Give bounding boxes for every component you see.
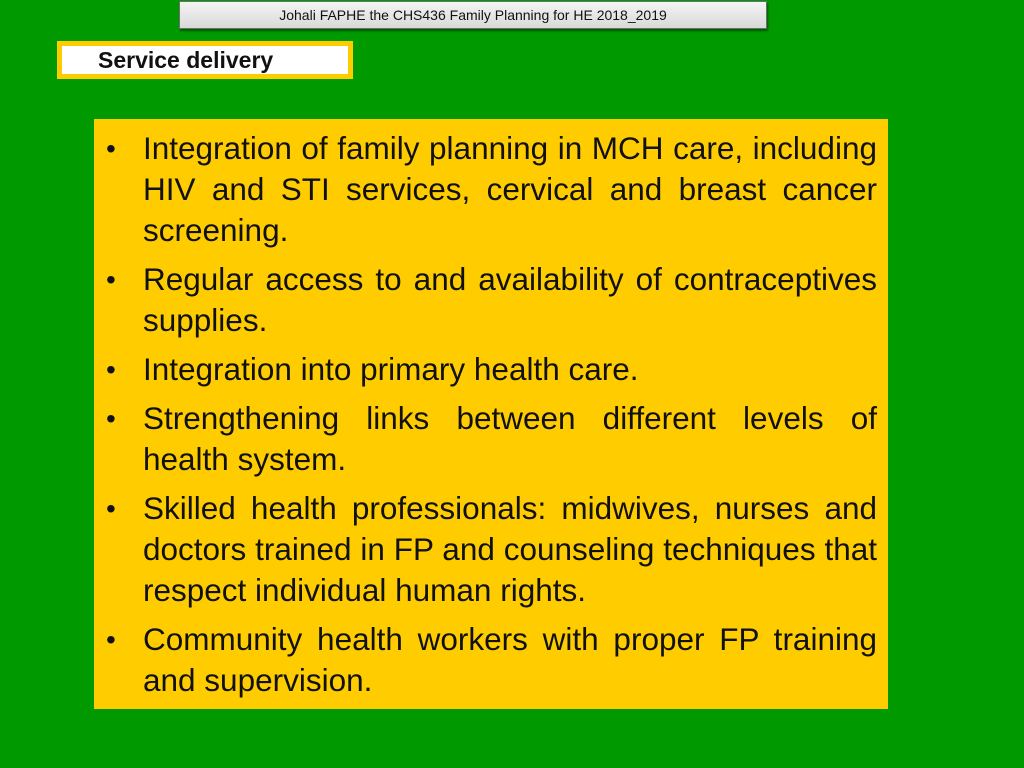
bullet-item <box>94 398 877 480</box>
content-box <box>94 119 888 709</box>
bullet-icon: • <box>106 133 116 164</box>
bullet-item <box>94 349 877 390</box>
section-title: Service delivery <box>57 41 353 79</box>
bullet-item <box>94 128 877 251</box>
bullet-icon: • <box>106 624 116 655</box>
bullet-text: Community health workers with proper FP training and supervision. <box>143 621 877 698</box>
bullet-item <box>94 488 877 611</box>
bullet-item <box>94 259 877 341</box>
bullet-text: Regular access to and availability of contraceptives supplies. <box>143 261 877 338</box>
bullet-text: Integration into primary health care. <box>143 351 639 387</box>
bullet-text: Strengthening links between different levels of health system. <box>143 400 877 477</box>
bullet-item <box>94 619 877 701</box>
bullet-icon: • <box>106 403 116 434</box>
bullet-text: Skilled health professionals: midwives, nurses and doctors trained in FP and counseling techniques that respect individual human rights. <box>143 490 877 608</box>
bullet-text: Integration of family planning in MCH care, including HIV and STI services, cervical and breast cancer screening. <box>143 130 877 248</box>
header-banner: Johali FAPHE the CHS436 Family Planning for HE 2018_2019 <box>179 1 767 29</box>
bullet-icon: • <box>106 354 116 385</box>
bullet-list <box>94 128 877 701</box>
bullet-icon: • <box>106 264 116 295</box>
bullet-icon: • <box>106 493 116 524</box>
